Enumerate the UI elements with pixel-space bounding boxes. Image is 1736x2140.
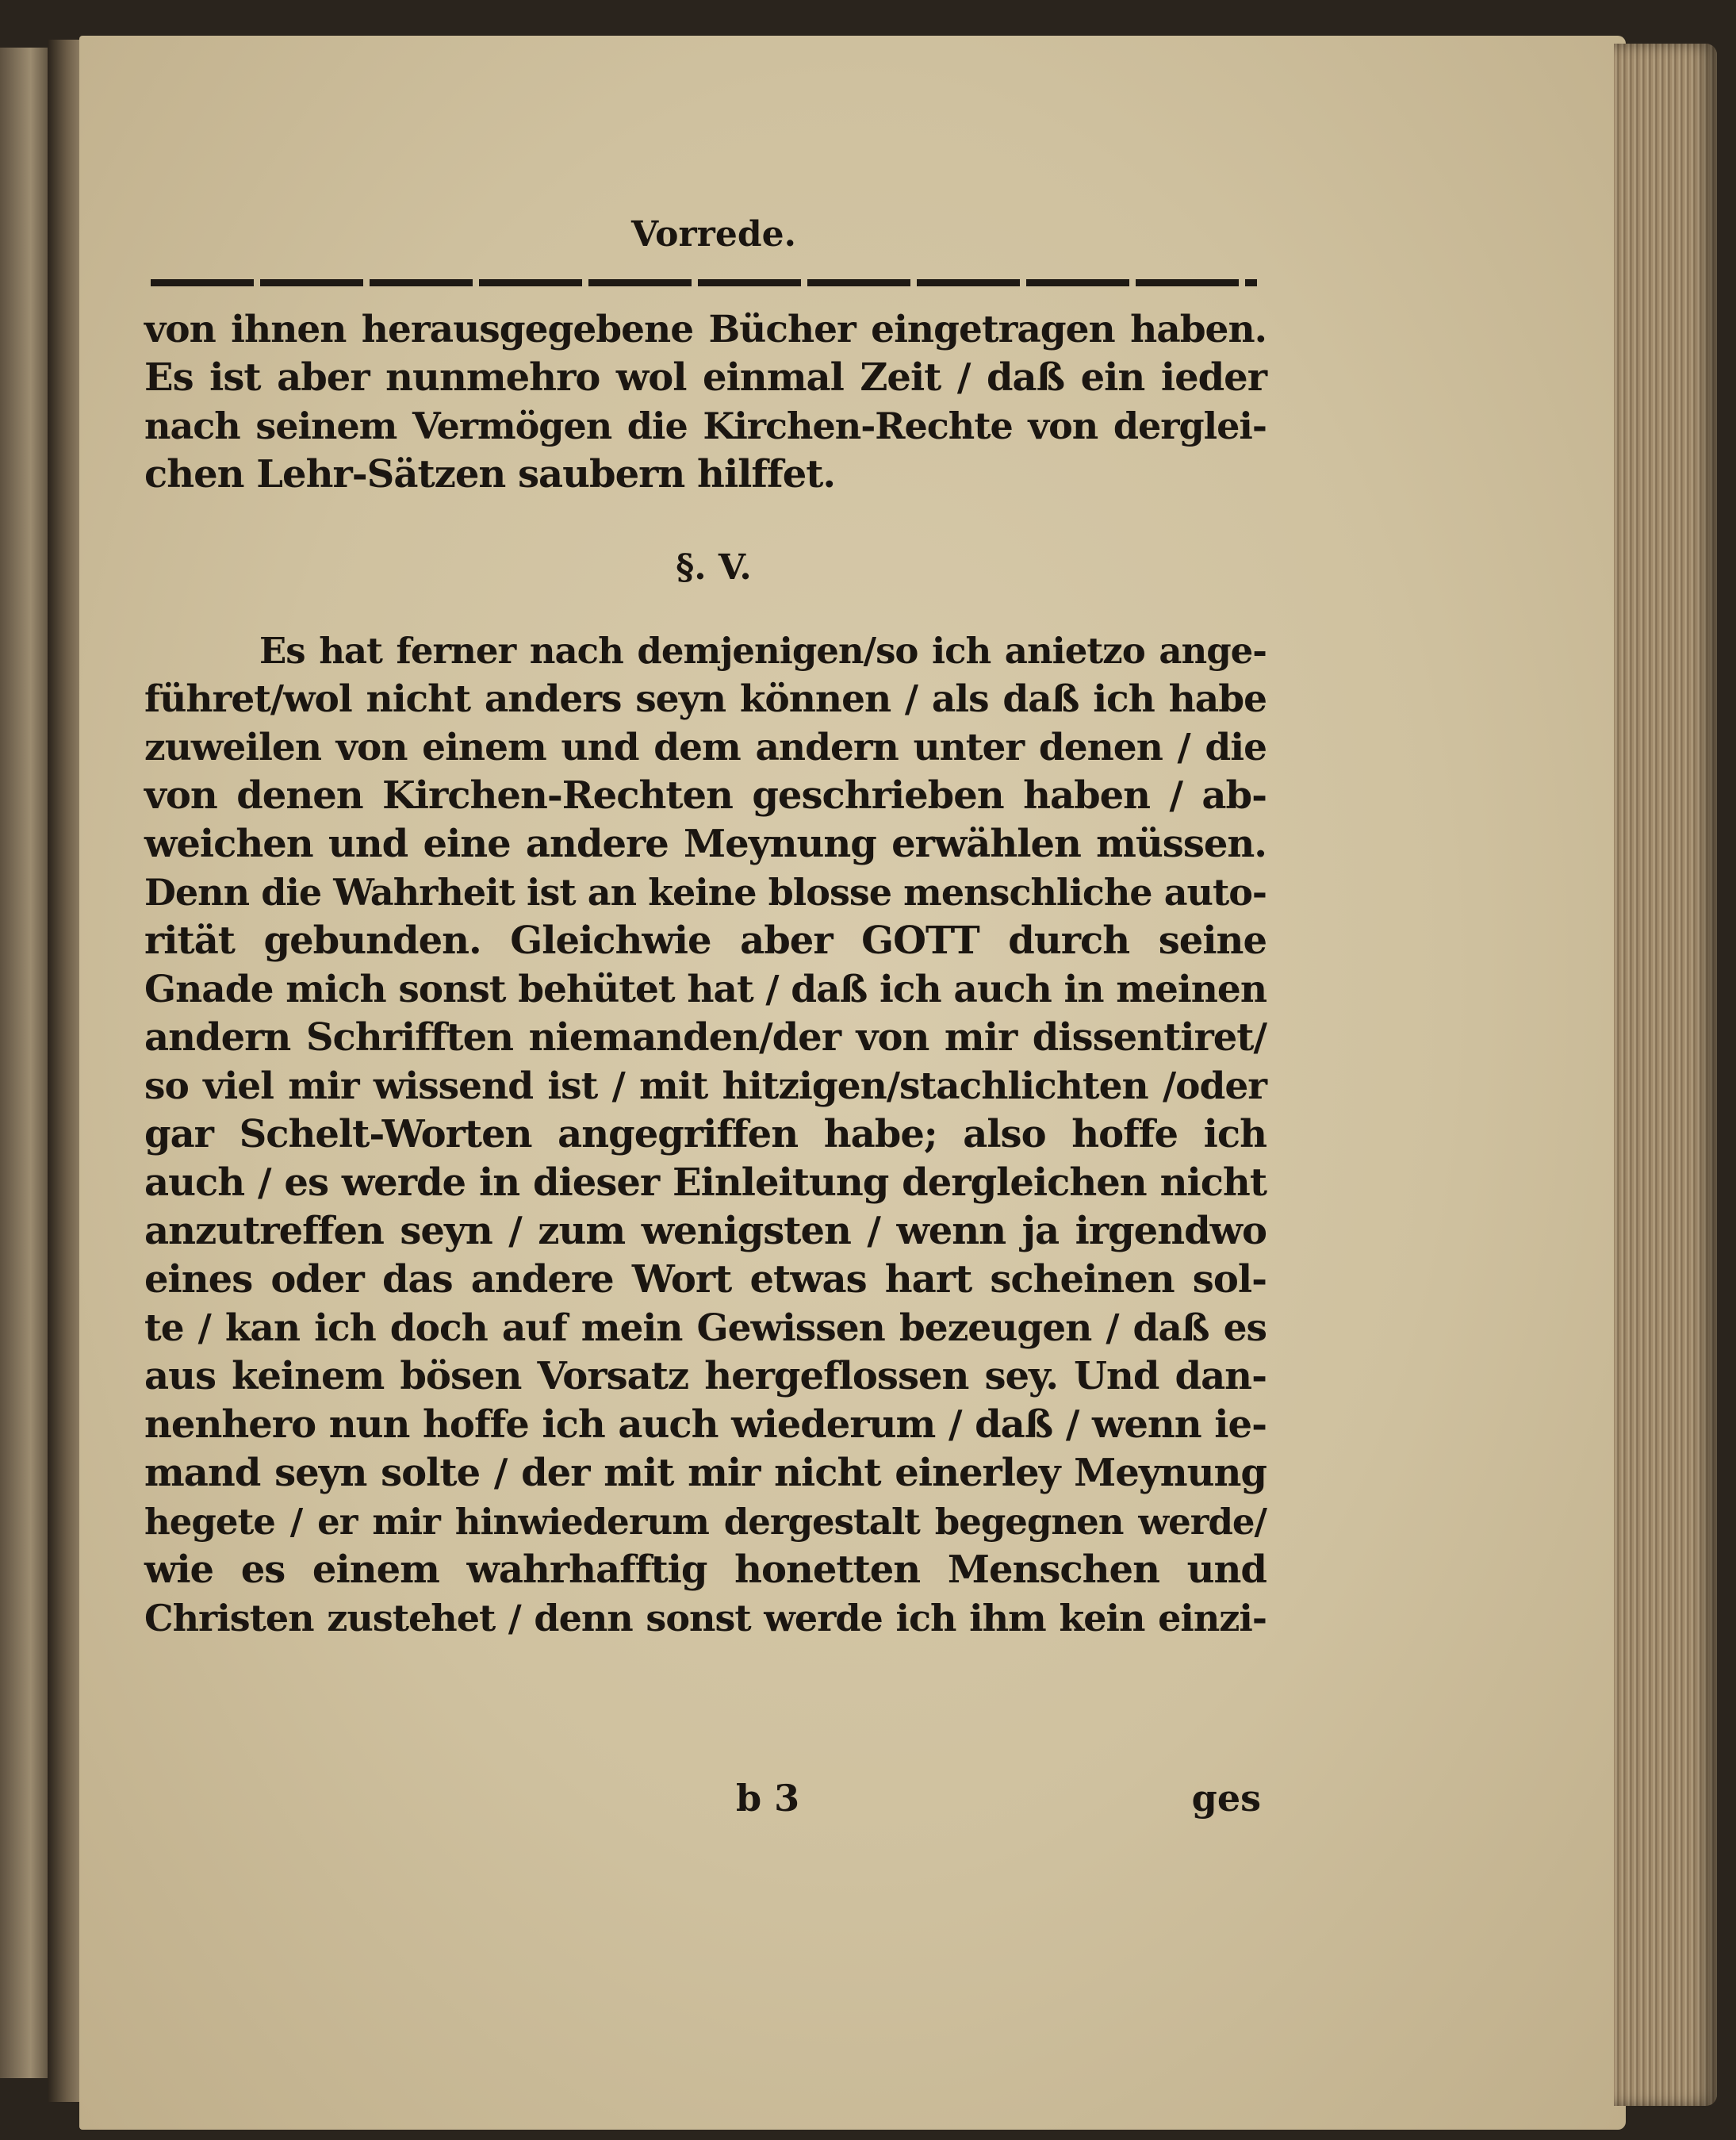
text-line: te / kan ich doch auf mein Gewissen bezeugen / daß es bbox=[144, 1306, 1267, 1350]
text-line: zuweilen von einem und dem andern unter denen / die bbox=[144, 726, 1267, 769]
section-heading: §. V. bbox=[676, 547, 752, 588]
text-line: rität gebunden. Gleichwie aber GOTT durch seine bbox=[144, 919, 1267, 963]
text-line: mand seyn solte / der mit mir nicht einerley Meynung bbox=[144, 1451, 1267, 1495]
text-line: nach seinem Vermögen die Kirchen-Rechte von derglei- bbox=[144, 405, 1267, 447]
catchword: ges bbox=[1191, 1777, 1261, 1820]
running-head: Vorrede. bbox=[631, 214, 796, 255]
text-line: aus keinem bösen Vorsatz hergeflossen sey. Und dan- bbox=[144, 1354, 1267, 1398]
text-line: anzutreffen seyn / zum wenigsten / wenn ja irgendwo bbox=[144, 1209, 1267, 1253]
text-line: Gnade mich sonst behütet hat / daß ich auch in meinen bbox=[144, 968, 1267, 1011]
fore-edge bbox=[1614, 44, 1717, 2106]
text-line: Es ist aber nunmehro wol einmal Zeit / daß ein ieder bbox=[144, 355, 1267, 400]
paragraph-2 bbox=[144, 627, 1267, 1643]
text-line: von denen Kirchen-Rechten geschrieben haben / ab- bbox=[144, 773, 1267, 818]
paragraph-1 bbox=[144, 305, 1267, 499]
text-line: von ihnen herausgegebene Bücher eingetragen haben. bbox=[144, 308, 1267, 351]
text-line: Christen zustehet / denn sonst werde ich ihm kein einzi- bbox=[144, 1597, 1267, 1640]
text-line: wie es einem wahrhafftig honetten Menschen und bbox=[144, 1547, 1267, 1592]
text-line: auch / es werde in dieser Einleitung dergleichen nicht bbox=[144, 1160, 1267, 1205]
text-line: weichen und eine andere Meynung erwählen müssen. bbox=[144, 822, 1267, 866]
text-line: Denn die Wahrheit ist an keine blosse menschliche auto- bbox=[144, 871, 1267, 914]
text-line: andern Schrifften niemanden/der von mir dissentiret/ bbox=[144, 1015, 1267, 1060]
text-line: hegete / er mir hinwiederum dergestalt begegnen werde/ bbox=[144, 1501, 1267, 1543]
text-line: Es hat ferner nach demjenigen/so ich anietzo ange- bbox=[259, 630, 1267, 672]
text-line: nenhero nun hoffe ich auch wiederum / daß / wenn ie- bbox=[144, 1402, 1267, 1447]
text-line: chen Lehr-Sätzen saubern hilffet. bbox=[144, 452, 836, 497]
signature-mark: b 3 bbox=[736, 1777, 800, 1820]
text-line: gar Schelt-Worten angegriffen habe; also hoffe ich bbox=[144, 1112, 1267, 1156]
text-line: führet/wol nicht anders seyn können / als daß ich habe bbox=[144, 677, 1267, 721]
text-line: so viel mir wissend ist / mit hitzigen/stachlichten /oder bbox=[144, 1064, 1267, 1108]
head-rule bbox=[151, 279, 1257, 286]
text-line: eines oder das andere Wort etwas hart scheinen sol- bbox=[144, 1257, 1267, 1302]
